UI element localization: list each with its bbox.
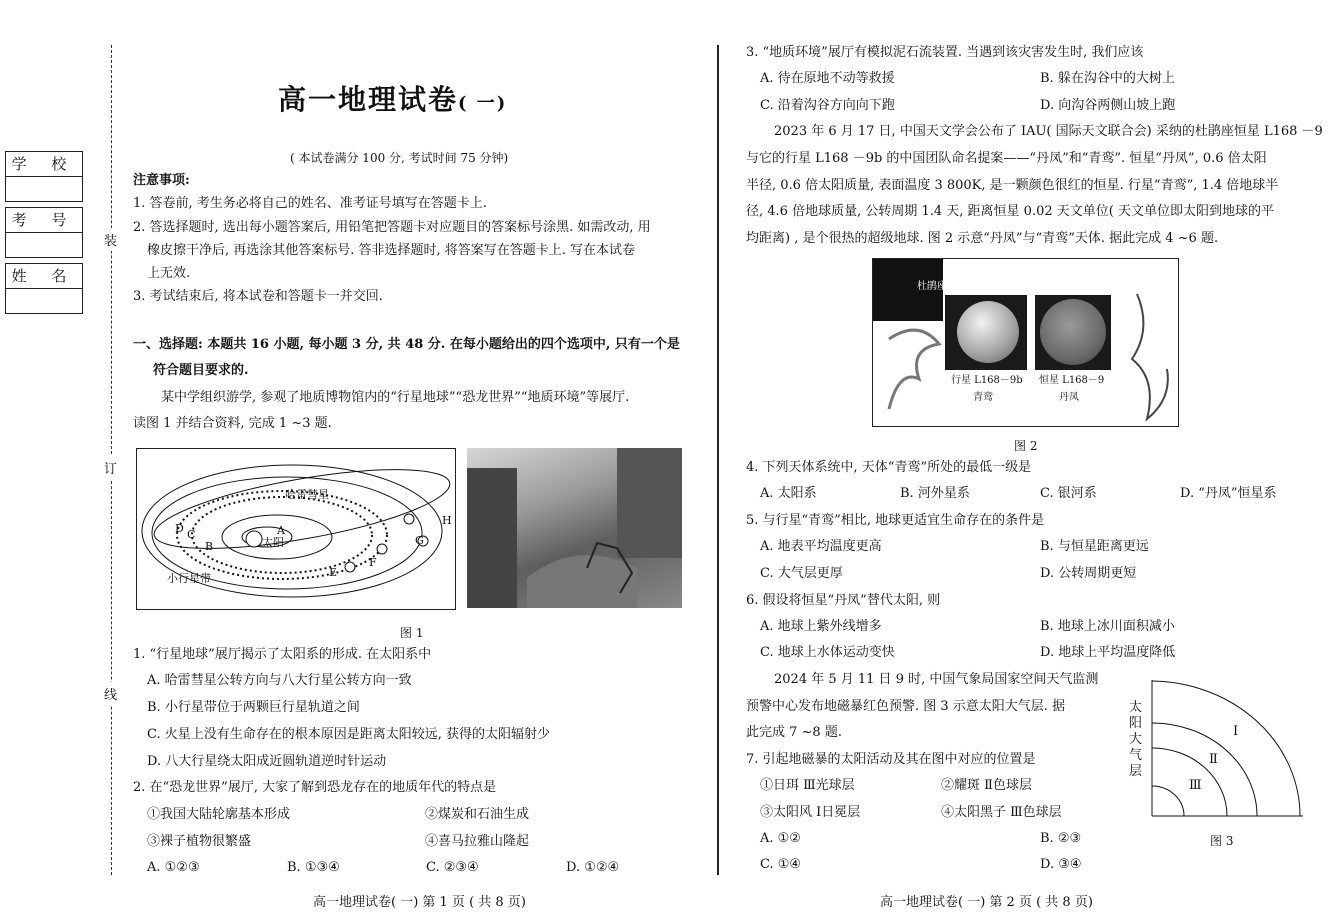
dinosaur-hall-image [467, 448, 682, 608]
q2-option-d[interactable]: D. ①②④ [566, 860, 620, 875]
intro-3-line-3: 此完成 7 ~8 题. [746, 725, 842, 740]
notes-heading: 注意事项: [133, 173, 190, 188]
planet-label: 行星 L168－9b [951, 375, 1023, 386]
label-h: H [442, 514, 452, 527]
binding-char-xian: 线 [104, 682, 117, 705]
exam-no-field[interactable] [6, 233, 82, 257]
q2-item-2: ②煤炭和石油生成 [425, 807, 530, 822]
atmosphere-layers-diagram [1125, 678, 1305, 818]
q4-option-d[interactable]: D. “丹凤”恒星系 [1180, 486, 1277, 501]
q1-option-d[interactable]: D. 八大行星绕太阳成近圆轨道逆时针运动 [147, 754, 387, 769]
planet-frame [945, 295, 1027, 370]
sun-label: 太阳 [262, 536, 284, 549]
figure-1-solar-system [136, 448, 456, 610]
q3-option-d[interactable]: D. 向沟谷两侧山坡上跑 [1040, 98, 1176, 113]
comet-label: 哈雷彗星 [285, 488, 329, 501]
footer-page-2: 高一地理试卷( 一) 第 2 页 ( 共 8 页) [880, 895, 1093, 910]
q3-option-c[interactable]: C. 沿着沟谷方向向下跑 [760, 98, 895, 113]
sun-icon [246, 531, 262, 547]
footer-page-1: 高一地理试卷( 一) 第 1 页 ( 共 8 页) [313, 895, 526, 910]
q3-option-a[interactable]: A. 待在原地不动等救援 [760, 71, 895, 86]
q7-item-1: ①日珥 Ⅲ光球层 [760, 778, 855, 793]
q7-item-2: ②耀斑 Ⅱ色球层 [941, 778, 1032, 793]
note-3: 3. 考试结束后, 将本试卷和答题卡一并交回. [133, 289, 383, 304]
question-6: 6. 假设将恒星“丹凤”替代太阳, 则 [746, 593, 941, 608]
figure-2-star-planet [872, 258, 1179, 427]
note-2: 2. 答选择题时, 选出每小题答案后, 用铅笔把答题卡对应题目的答案标号涂黑. 如需改动, 用 [133, 220, 651, 235]
layer-ii-label: Ⅱ [1209, 752, 1218, 767]
title-text: 高一地理试卷 [278, 83, 459, 116]
layer-i-label: Ⅰ [1233, 724, 1239, 739]
q7-item-4: ④太阳黑子 Ⅲ色球层 [941, 805, 1062, 820]
star-frame [1035, 295, 1111, 370]
star-label: 恒星 L168－9 [1039, 375, 1105, 386]
label-g: G [415, 534, 424, 547]
question-7: 7. 引起地磁暴的太阳活动及其在图中对应的位置是 [746, 752, 1036, 767]
q6-option-b[interactable]: B. 地球上冰川面积减小 [1040, 619, 1175, 634]
title-suffix: ( 一) [458, 93, 508, 114]
atmosphere-label: 太阳大气层 [1129, 700, 1143, 779]
q6-option-c[interactable]: C. 地球上水体运动变快 [760, 645, 895, 660]
q7-option-c[interactable]: C. ①④ [760, 857, 802, 872]
q7-option-d[interactable]: D. ③④ [1040, 857, 1082, 872]
page-divider [717, 45, 719, 875]
question-3: 3. “地质环境”展厅有模拟泥石流装置. 当遇到该灾害发生时, 我们应该 [746, 45, 1144, 60]
label-a: A [277, 524, 285, 537]
planet-name: 青鸾 [973, 392, 993, 403]
q2-item-3: ③裸子植物很繁盛 [147, 834, 252, 849]
question-5: 5. 与行星“青鸾”相比, 地球更适宜生命存在的条件是 [746, 513, 1045, 528]
intro-1: 某中学组织游学, 参观了地质博物馆内的“行星地球”“恐龙世界”“地质环境”等展厅. [161, 390, 630, 405]
label-d: D [175, 522, 184, 535]
q4-option-b[interactable]: B. 河外星系 [900, 486, 970, 501]
figure-3-solar-atmosphere [1125, 678, 1305, 818]
name-box [5, 263, 83, 314]
intro-1b: 读图 1 并结合资料, 完成 1 ~3 题. [133, 416, 332, 431]
section1-heading-cont: 符合题目要求的. [153, 363, 249, 378]
phoenix-right-icon [1117, 289, 1177, 424]
question-2: 2. 在“恐龙世界”展厅, 大家了解到恐龙存在的地质年代的特点是 [133, 780, 497, 795]
q2-option-a[interactable]: A. ①②③ [147, 860, 200, 875]
binding-char-ding: 订 [104, 456, 117, 479]
q1-option-a[interactable]: A. 哈雷彗星公转方向与八大行星公转方向一致 [147, 673, 412, 688]
exam-info: ( 本试卷满分 100 分, 考试时间 75 分钟) [290, 151, 509, 165]
label-c: C [187, 528, 196, 541]
intro-3-line-2: 预警中心发布地磁暴红色预警. 图 3 示意太阳大气层. 据 [746, 699, 1066, 714]
q2-option-b[interactable]: B. ①③④ [287, 860, 340, 875]
q3-option-b[interactable]: B. 躲在沟谷中的大树上 [1040, 71, 1175, 86]
q6-option-a[interactable]: A. 地球上紫外线增多 [760, 619, 882, 634]
q1-option-c[interactable]: C. 火星上没有生命存在的根本原因是距离太阳较远, 获得的太阳辐射少 [147, 727, 551, 742]
label-b: B [205, 540, 214, 553]
school-field[interactable] [6, 177, 82, 201]
intro-2-line-2: 与它的行星 L168 －9b 的中国团队命名提案——“丹凤”和“青鸾”. 恒星“丹凤”, 0.6 倍太阳 [746, 151, 1267, 166]
q2-item-1: ①我国大陆轮廓基本形成 [147, 807, 291, 822]
label-e: E [329, 566, 338, 579]
q5-option-b[interactable]: B. 与恒星距离更远 [1040, 539, 1149, 554]
section1-heading: 一、选择题: 本题共 16 小题, 每小题 3 分, 共 48 分. 在每小题给出的四个选项中, 只有一个是 [133, 337, 680, 352]
q4-option-c[interactable]: C. 银河系 [1040, 486, 1097, 501]
q4-option-a[interactable]: A. 太阳系 [760, 486, 817, 501]
constellation-label: 杜鹃座 [917, 281, 947, 292]
q6-option-d[interactable]: D. 地球上平均温度降低 [1040, 645, 1176, 660]
q1-option-b[interactable]: B. 小行星带位于两颗巨行星轨道之间 [147, 700, 360, 715]
note-2-end: 上无效. [147, 266, 191, 281]
figure-2-caption: 图 2 [1014, 439, 1038, 453]
intro-2-line-5: 均距离) , 是个很热的超级地球. 图 2 示意“丹凤”与“青鸾”天体. 据此完成 4 ~6 题. [746, 231, 1219, 246]
exam-no-box [5, 207, 83, 258]
school-box [5, 151, 83, 202]
question-1: 1. “行星地球”展厅揭示了太阳系的形成. 在太阳系中 [133, 647, 432, 662]
name-field[interactable] [6, 289, 82, 313]
exam-no-label: 考 号 [6, 208, 82, 233]
name-label: 姓 名 [6, 264, 82, 289]
q2-option-c[interactable]: C. ②③④ [426, 860, 479, 875]
q7-item-3: ③太阳风 Ⅰ日冕层 [760, 805, 861, 820]
school-label: 学 校 [6, 152, 82, 177]
binding-char-zhuang: 装 [104, 228, 117, 251]
phoenix-left-icon [879, 319, 945, 419]
note-1: 1. 答卷前, 考生务必将自己的姓名、准考证号填写在答题卡上. [133, 196, 487, 211]
q5-option-c[interactable]: C. 大气层更厚 [760, 566, 843, 581]
question-4: 4. 下列天体系统中, 天体“青鸾”所处的最低一级是 [746, 460, 1032, 475]
layer-iii-label: Ⅲ [1189, 778, 1202, 793]
q7-option-b[interactable]: B. ②③ [1040, 831, 1082, 846]
belt-label: 小行星带 [167, 572, 211, 585]
museum-photo [467, 448, 682, 608]
star-name: 丹凤 [1059, 392, 1079, 403]
figure-1-caption: 图 1 [400, 626, 424, 640]
label-f: F [369, 556, 377, 569]
q2-item-4: ④喜马拉雅山隆起 [425, 834, 530, 849]
q7-option-a[interactable]: A. ①② [760, 831, 801, 846]
note-2-cont: 橡皮擦干净后, 再选涂其他答案标号. 答非选择题时, 将答案写在答题卡上. 写在本试卷 [147, 243, 636, 258]
planet-qingluan-image [957, 301, 1019, 363]
star-danfeng-image [1040, 299, 1106, 365]
intro-2-line-4: 径, 4.6 倍地球质量, 公转周期 1.4 天, 距离恒星 0.02 天文单位( 天文单位即太阳到地球的平 [746, 204, 1274, 219]
q5-option-a[interactable]: A. 地表平均温度更高 [760, 539, 882, 554]
intro-2-line-1: 2023 年 6 月 17 日, 中国天文学会公布了 IAU( 国际天文联合会) 采纳的杜鹃座恒星 L168 －9 [774, 124, 1323, 139]
intro-3-line-1: 2024 年 5 月 11 日 9 时, 中国气象局国家空间天气监测 [774, 672, 1099, 687]
intro-2-line-3: 半径, 0.6 倍太阳质量, 表面温度 3 800K, 是一颗颜色很红的恒星. 行星“青鸾”, 1.4 倍地球半 [746, 178, 1279, 193]
page-title [278, 78, 507, 118]
figure-3-caption: 图 3 [1210, 834, 1234, 848]
q5-option-d[interactable]: D. 公转周期更短 [1040, 566, 1137, 581]
